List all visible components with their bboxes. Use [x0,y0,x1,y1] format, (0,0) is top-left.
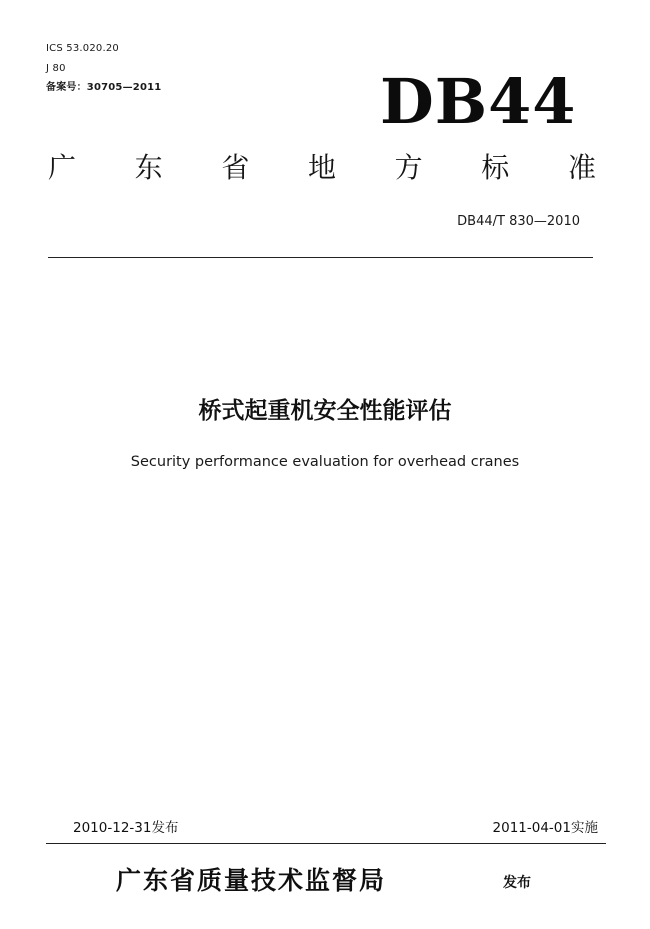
document-title-chinese: 桥式起重机安全性能评估 [198,398,452,424]
ics-code: ICS 53.020.20 [46,43,119,54]
provincial-title-char: 地 [307,151,336,184]
standard-code-badge: DB44 [380,65,577,138]
issue-label: 发布 [503,875,531,891]
filing-number: 备案号：30705—2011 [46,82,162,93]
provincial-title-char: 广 [48,151,77,184]
bottom-divider [46,843,606,844]
provincial-standard-title [48,148,596,188]
document-title-english: Security performance evaluation for overhead cranes [130,454,520,470]
provincial-title-char: 准 [567,151,596,184]
provincial-title-char: 方 [394,151,423,184]
provincial-title-char: 东 [134,151,163,184]
implementation-date: 2011-04-01实施 [492,820,598,836]
provincial-title-char: 标 [481,151,510,184]
classification-code: J 80 [46,63,66,74]
standard-number: DB44/T 830—2010 [457,214,580,229]
issuing-authority: 广东省质量技术监督局 [116,866,387,895]
provincial-title-char: 省 [221,151,250,184]
top-divider [48,257,593,258]
release-date: 2010-12-31发布 [73,820,179,836]
